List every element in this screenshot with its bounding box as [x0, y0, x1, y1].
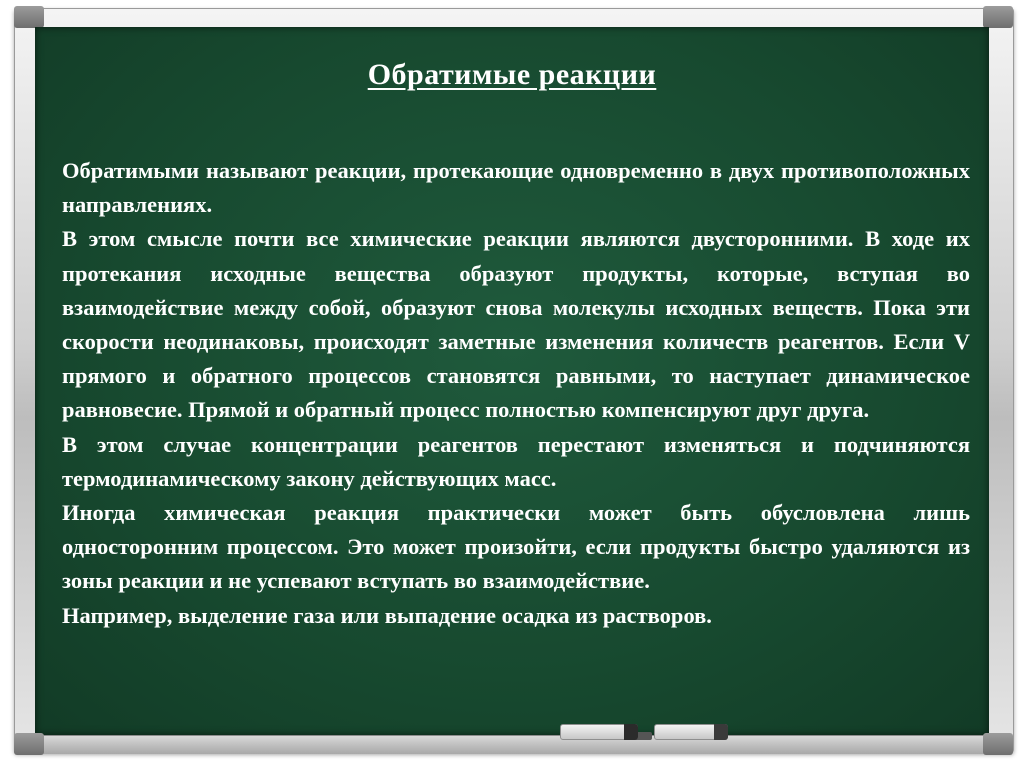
chalk-tray	[30, 735, 994, 754]
frame-corner-top-left	[14, 6, 44, 28]
slide-title: Обратимые реакции	[367, 58, 657, 91]
paragraph-example: Например, выделение газа или выпадение осадка из растворов.	[62, 602, 712, 628]
marker-icon	[654, 724, 728, 740]
frame-corner-bottom-right	[983, 733, 1013, 755]
frame-corner-bottom-left	[14, 733, 44, 755]
frame-corner-top-right	[983, 6, 1013, 28]
paragraph-equilibrium: В этом смысле почти все химические реакции являются двусторонними. В ходе их протекания исходные вещества образуют продукты, которые, вступая во взаимодействие между собой, образуют снова молекулы исходных веществ. Пока эти скорости неодинаковы, происходят заметные изменения количеств реагентов. Если V прямого и обратного процессов становятся равными, то наступает динамическое равновесие. Прямой и обратный процесс полностью компенсируют друг друга.	[62, 226, 970, 423]
paragraph-definition: Обратимыми называют реакции, протекающие одновременно в двух противоположных направлениях.	[62, 158, 970, 218]
paragraph-mass-action: В этом случае концентрации реагентов перестают изменяться и подчиняются термодинамическому закону действующих масс.	[62, 431, 970, 491]
slide-body	[62, 154, 970, 633]
marker-icon	[560, 724, 638, 740]
paragraph-one-sided: Иногда химическая реакция практически может быть обусловлена лишь односторонним процессом. Это может произойти, если продукты быстро удаляются из зоны реакции и не успевают вступать во взаимодействие.	[62, 500, 970, 594]
